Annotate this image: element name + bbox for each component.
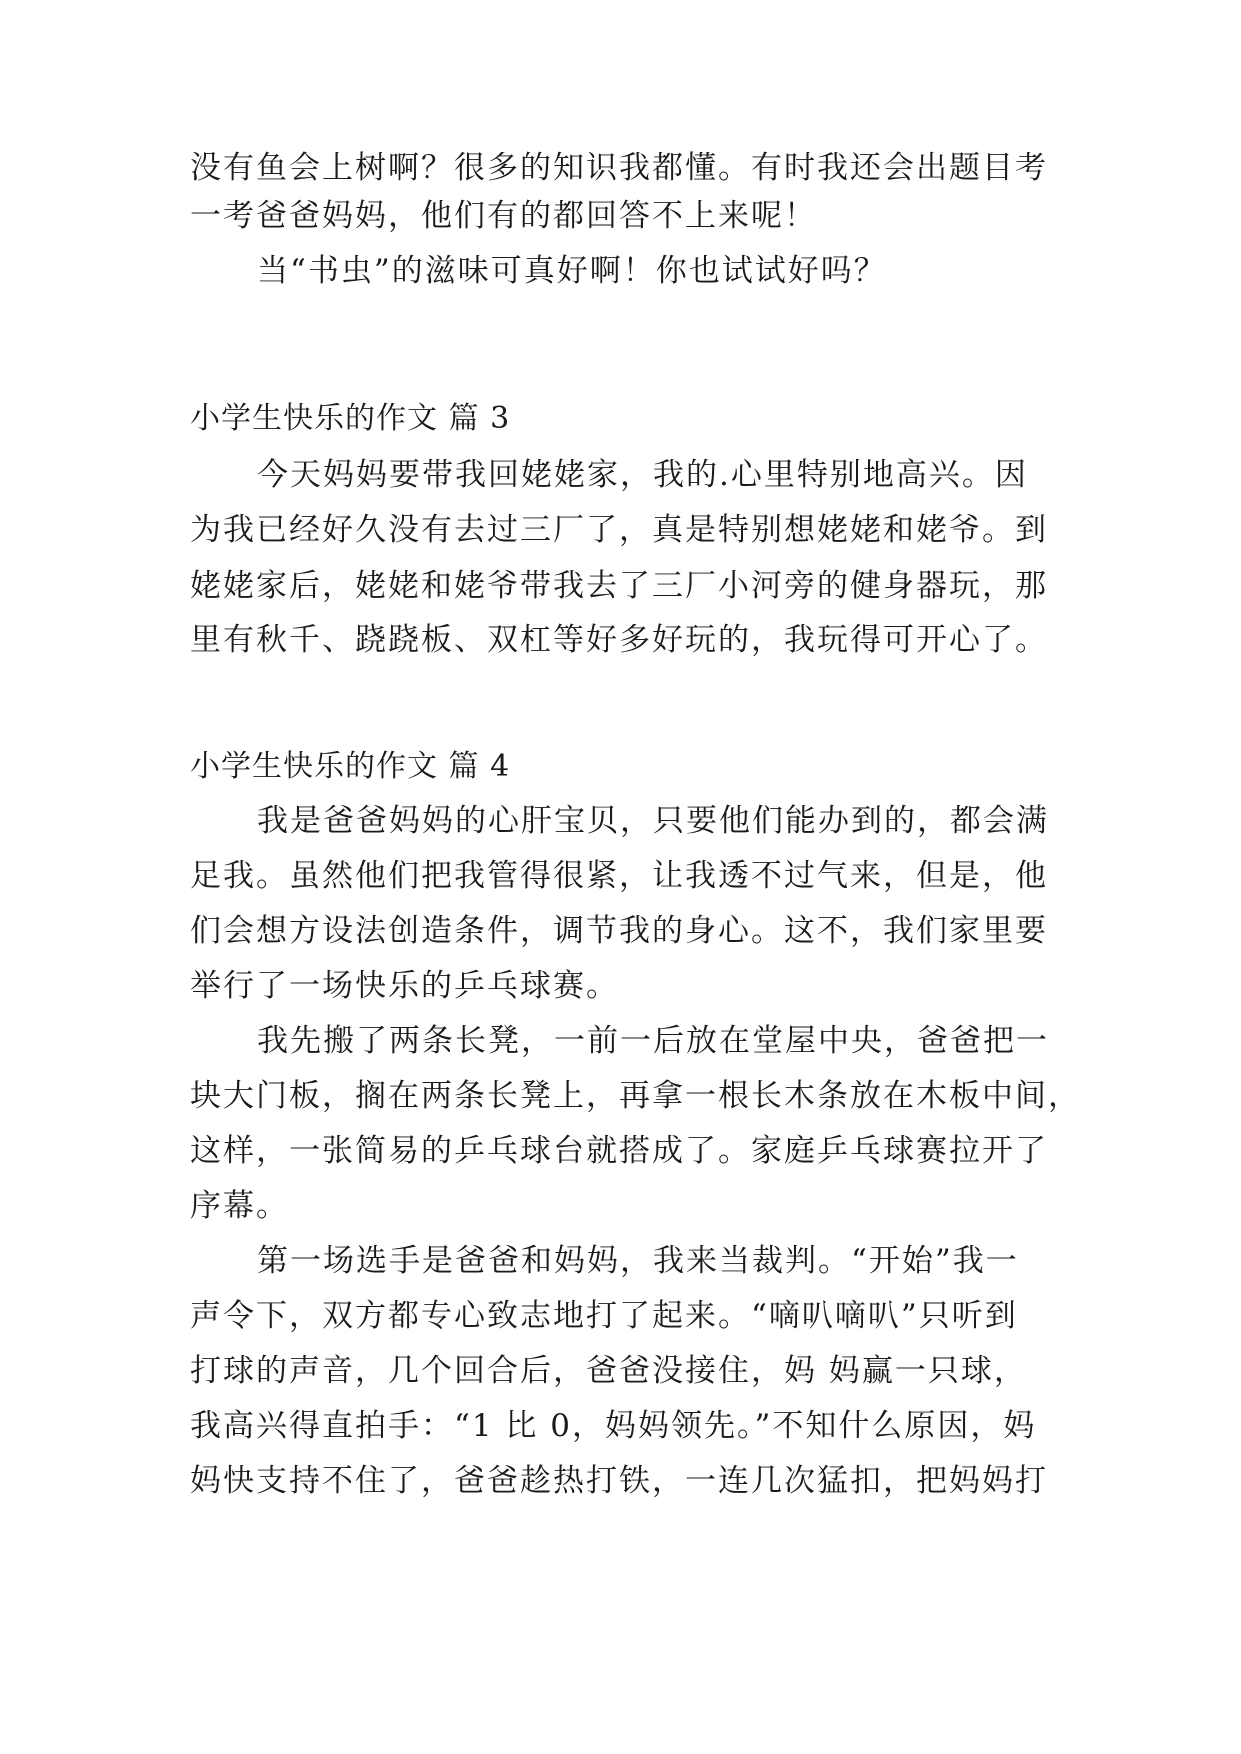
text-line: 今天妈妈要带我回姥姥家，我的.心里特别地高兴。因: [257, 457, 1028, 493]
text-line: 足我。虽然他们把我管得很紧，让我透不过气来，但是，他: [190, 858, 1048, 894]
text-line: 序幕。: [190, 1188, 289, 1224]
section-heading: 小学生快乐的作文 篇 3: [190, 401, 511, 436]
text-line: 一考爸爸妈妈，他们有的都回答不上来呢！: [190, 198, 817, 234]
text-line: 没有鱼会上树啊？很多的知识我都懂。有时我还会出题目考: [190, 150, 1048, 186]
text-line: 打球的声音，几个回合后，爸爸没接住，妈 妈赢一只球，: [190, 1353, 1027, 1389]
text-line: 我高兴得直拍手：“1 比 0，妈妈领先。”不知什么原因，妈: [190, 1408, 1037, 1444]
text-line: 第一场选手是爸爸和妈妈，我来当裁判。“开始”我一: [257, 1243, 1019, 1279]
text-line: 姥姥家后，姥姥和姥爷带我去了三厂小河旁的健身器玩，那: [190, 568, 1048, 604]
text-line: 我先搬了两条长凳，一前一后放在堂屋中央，爸爸把一: [257, 1023, 1049, 1059]
text-line: 举行了一场快乐的乒乓球赛。: [190, 968, 619, 1004]
text-line: 妈快支持不住了，爸爸趁热打铁，一连几次猛扣，把妈妈打: [190, 1463, 1048, 1499]
text-line: 块大门板，搁在两条长凳上，再拿一根长木条放在木板中间，: [190, 1078, 1081, 1114]
text-line: 这样，一张简易的乒乓球台就搭成了。家庭乒乓球赛拉开了: [190, 1133, 1048, 1169]
text-line: 里有秋千、跷跷板、双杠等好多好玩的，我玩得可开心了。: [190, 622, 1048, 658]
section-heading: 小学生快乐的作文 篇 4: [190, 749, 511, 784]
text-line: 我是爸爸妈妈的心肝宝贝，只要他们能办到的，都会满: [257, 803, 1049, 839]
text-line: 们会想方设法创造条件，调节我的身心。这不，我们家里要: [190, 913, 1048, 949]
text-line: 声令下，双方都专心致志地打了起来。“嘀叭嘀叭”只听到: [190, 1298, 1018, 1334]
text-line: 当“书虫”的滋味可真好啊！你也试试好吗？: [257, 253, 887, 289]
text-line: 为我已经好久没有去过三厂了，真是特别想姥姥和姥爷。到: [190, 512, 1048, 548]
